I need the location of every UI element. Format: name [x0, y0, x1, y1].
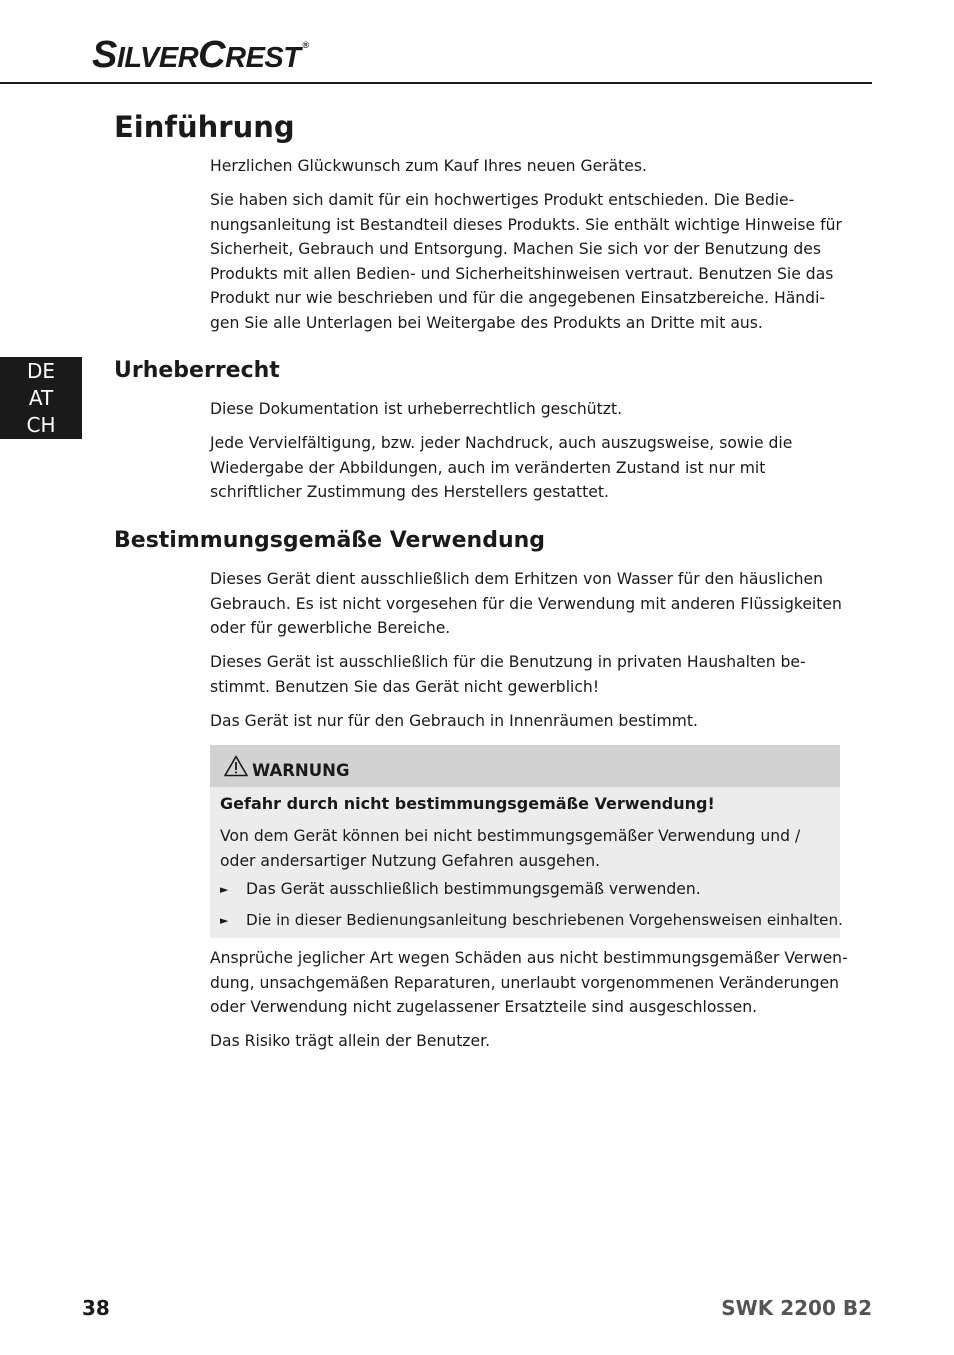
- warning-label: WARNUNG: [252, 760, 350, 780]
- warning-box: [210, 745, 843, 938]
- header-rule: [0, 82, 872, 84]
- lang-ch: CH: [26, 412, 56, 437]
- copyright-heading: Urheberrecht: [114, 358, 280, 383]
- usage-paragraph-3: Das Gerät ist nur für den Gebrauch in Innenräumen bestimmt.: [210, 712, 698, 730]
- warning-list-item: ► Das Gerät ausschließlich bestimmungsgemäß verwenden.: [220, 880, 701, 898]
- usage-paragraph-5: Das Risiko trägt allein der Benutzer.: [210, 1032, 491, 1050]
- lang-de: DE: [26, 358, 56, 383]
- usage-heading: Bestimmungsgemäße Verwendung: [114, 528, 546, 553]
- intro-paragraph-1: Herzlichen Glückwunsch zum Kauf Ihres neuen Gerätes.: [210, 157, 647, 175]
- intro-paragraph-2: Sie haben sich damit für ein hochwertiges Produkt entschieden. Die Bedie-nungsanleitung ist Bestandteil dieses Produkts. Sie enthält wichtige Hinweise für Sicherheit, Gebrauch und Entsorgung. Machen Sie sich vor der Benutzung des Produkts mit allen Bedien- und Sicherheitshinweisen vertraut. Benutzen Sie das Produkt nur wie beschrieben und für die angegebenen Einsatzbereiche. Händi-gen Sie alle Unterlagen bei Weitergabe des Produkts an Dritte mit aus.: [210, 191, 842, 332]
- warning-subtitle: Gefahr durch nicht bestimmungsgemäße Verwendung!: [220, 794, 715, 813]
- intro-heading: Einführung: [114, 110, 295, 144]
- warning-list-item: ► Die in dieser Bedienungsanleitung beschriebenen Vorgehensweisen einhalten.: [220, 911, 843, 929]
- warning-triangle-icon: [224, 755, 248, 777]
- usage-paragraph-2: Dieses Gerät ist ausschließlich für die Benutzung in privaten Haushalten be-stimmt. Benutzen Sie das Gerät nicht gewerblich!: [210, 653, 806, 696]
- model-number: SWK 2200 B2: [721, 1296, 872, 1320]
- lang-at: AT: [28, 385, 54, 410]
- usage-paragraph-4: Ansprüche jeglicher Art wegen Schäden aus nicht bestimmungsgemäßer Verwen-dung, unsachgemäßen Reparaturen, unerlaubt vorgenommenen Veränderungen oder Verwendung nicht zugelassener Ersatzteile sind ausgeschlossen.: [210, 949, 848, 1017]
- copyright-paragraph-1: Diese Dokumentation ist urheberrechtlich geschützt.: [210, 400, 623, 418]
- page-number: 38: [82, 1296, 110, 1320]
- copyright-paragraph-2: Jede Vervielfältigung, bzw. jeder Nachdruck, auch auszugsweise, sowie die Wiedergabe der Abbildungen, auch im veränderten Zustand ist nur mit schriftlicher Zustimmung des Herstellers gestattet.: [210, 434, 793, 502]
- arrow-bullet-icon: ►: [220, 913, 229, 927]
- arrow-bullet-icon: ►: [220, 882, 229, 896]
- usage-paragraph-1: Dieses Gerät dient ausschließlich dem Erhitzen von Wasser für den häuslichen Gebrauch. Es ist nicht vorgesehen für die Verwendung mit anderen Flüssigkeiten oder für gewerbliche Bereiche.: [210, 570, 842, 638]
- warning-header: [210, 745, 840, 787]
- brand-logo: SILVERCREST ®: [92, 34, 309, 76]
- language-tab: [0, 357, 82, 439]
- warning-text: Von dem Gerät können bei nicht bestimmungsgemäßer Verwendung und / oder andersartiger Nutzung Gefahren ausgehen.: [220, 827, 801, 870]
